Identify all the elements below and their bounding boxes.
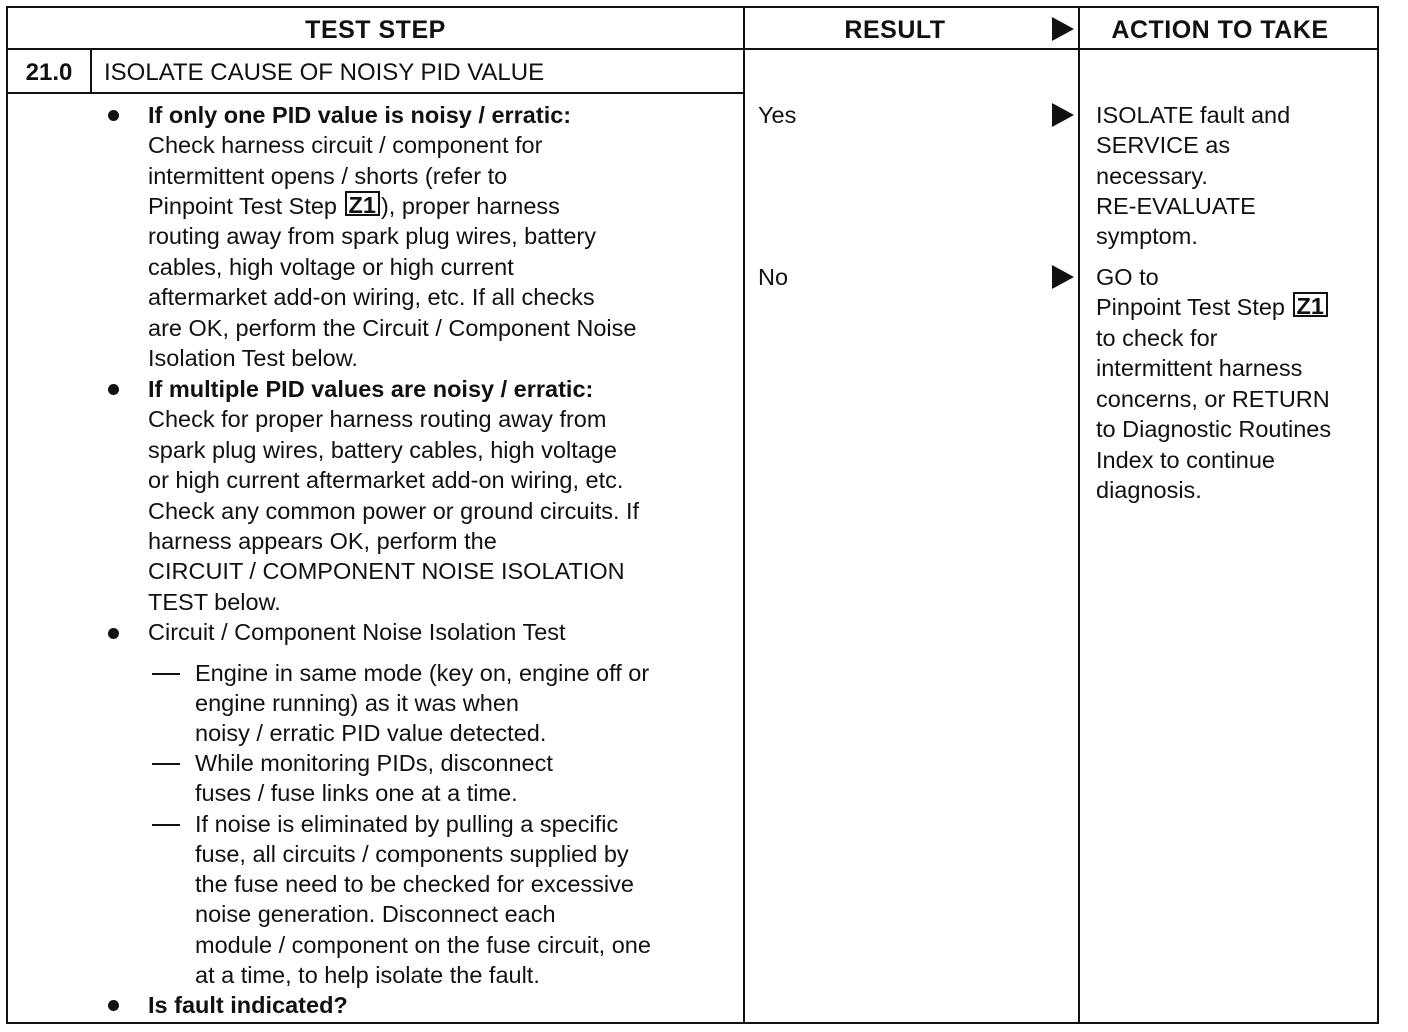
step-number: 21.0 [25, 59, 73, 86]
bullet-icon [108, 384, 119, 395]
action-line: Index to continue [1096, 447, 1275, 473]
action-line: SERVICE as [1096, 132, 1231, 158]
result-yes: Yes [758, 102, 797, 128]
step-text-line: If noise is eliminated by pulling a specific [195, 811, 619, 837]
step-title: ISOLATE CAUSE OF NOISY PID VALUE [104, 59, 545, 86]
step-text-line: spark plug wires, battery cables, high voltage [148, 437, 617, 463]
action-line: concerns, or RETURN [1096, 386, 1330, 412]
action-text-fragment: Pinpoint Test Step [1096, 294, 1285, 320]
step-text-fragment: ), proper harness [380, 193, 560, 219]
dash-icon [152, 763, 180, 765]
step-text-line: Engine in same mode (key on, engine off or [195, 660, 650, 686]
step-text-line: aftermarket add-on wiring, etc. If all checks [148, 284, 595, 310]
bullet-icon [108, 1000, 119, 1011]
dash-icon [152, 824, 180, 826]
step-text-line: are OK, perform the Circuit / Component Noise [148, 315, 637, 341]
header-rule [6, 48, 1379, 50]
step-text-line: module / component on the fuse circuit, one [195, 932, 651, 958]
divider-test-result [743, 6, 745, 1024]
action-line: necessary. [1096, 163, 1208, 189]
bullet-heading: If multiple PID values are noisy / erratic: [148, 376, 594, 402]
header-test-step: TEST STEP [305, 16, 446, 44]
pinpoint-ref-z1[interactable]: Z1 [345, 191, 380, 216]
step-text-line: While monitoring PIDs, disconnect [195, 750, 553, 776]
step-text-line: Check any common power or ground circuits. If [148, 498, 640, 524]
action-line: intermittent harness [1096, 355, 1303, 381]
action-line: ISOLATE fault and [1096, 102, 1291, 128]
step-text-line: TEST below. [148, 589, 281, 615]
action-line: diagnosis. [1096, 477, 1202, 503]
action-line: symptom. [1096, 223, 1198, 249]
dash-icon [152, 673, 180, 675]
action-line: to Diagnostic Routines [1096, 416, 1332, 442]
bullet-heading: Circuit / Component Noise Isolation Test [148, 619, 566, 645]
action-line: GO to [1096, 264, 1159, 290]
step-text-line: or high current aftermarket add-on wiring, etc. [148, 467, 624, 493]
step-text-line: Check for proper harness routing away from [148, 406, 607, 432]
step-text-line: harness appears OK, perform the [148, 528, 497, 554]
step-text-line: engine running) as it was when [195, 690, 519, 716]
step-text-line: noisy / erratic PID value detected. [195, 720, 547, 746]
header-result: RESULT [844, 16, 946, 44]
step-text-line: routing away from spark plug wires, battery [148, 223, 596, 249]
bullet-icon [108, 110, 119, 121]
result-no: No [758, 264, 789, 290]
divider-step-number [90, 48, 92, 94]
step-text-line: cables, high voltage or high current [148, 254, 514, 280]
step-title-rule [6, 92, 745, 94]
action-line: to check for [1096, 325, 1218, 351]
step-text-line: intermittent opens / shorts (refer to [148, 163, 508, 189]
action-line [1096, 292, 1329, 322]
action-line: RE-EVALUATE [1096, 193, 1256, 219]
bullet-heading: If only one PID value is noisy / erratic: [148, 102, 572, 128]
step-text-line: noise generation. Disconnect each [195, 901, 556, 927]
divider-result-action [1078, 6, 1080, 1024]
step-text-line: the fuse need to be checked for excessive [195, 871, 634, 897]
step-text-line: fuses / fuse links one at a time. [195, 780, 518, 806]
step-text-line: Isolation Test below. [148, 345, 358, 371]
step-text-fragment: Pinpoint Test Step [148, 193, 337, 219]
yes-arrow-icon [1052, 103, 1074, 127]
step-text-line: fuse, all circuits / components supplied by [195, 841, 629, 867]
step-text-line: Check harness circuit / component for [148, 132, 543, 158]
header-arrow-icon [1052, 17, 1074, 41]
step-text-line: CIRCUIT / COMPONENT NOISE ISOLATION [148, 558, 625, 584]
bullet-icon [108, 628, 119, 639]
bullet-heading: Is fault indicated? [148, 992, 348, 1018]
pinpoint-ref-z1[interactable]: Z1 [1293, 292, 1328, 317]
header-action: ACTION TO TAKE [1111, 16, 1329, 44]
no-arrow-icon [1052, 265, 1074, 289]
step-text-line [148, 191, 560, 221]
step-text-line: at a time, to help isolate the fault. [195, 962, 540, 988]
